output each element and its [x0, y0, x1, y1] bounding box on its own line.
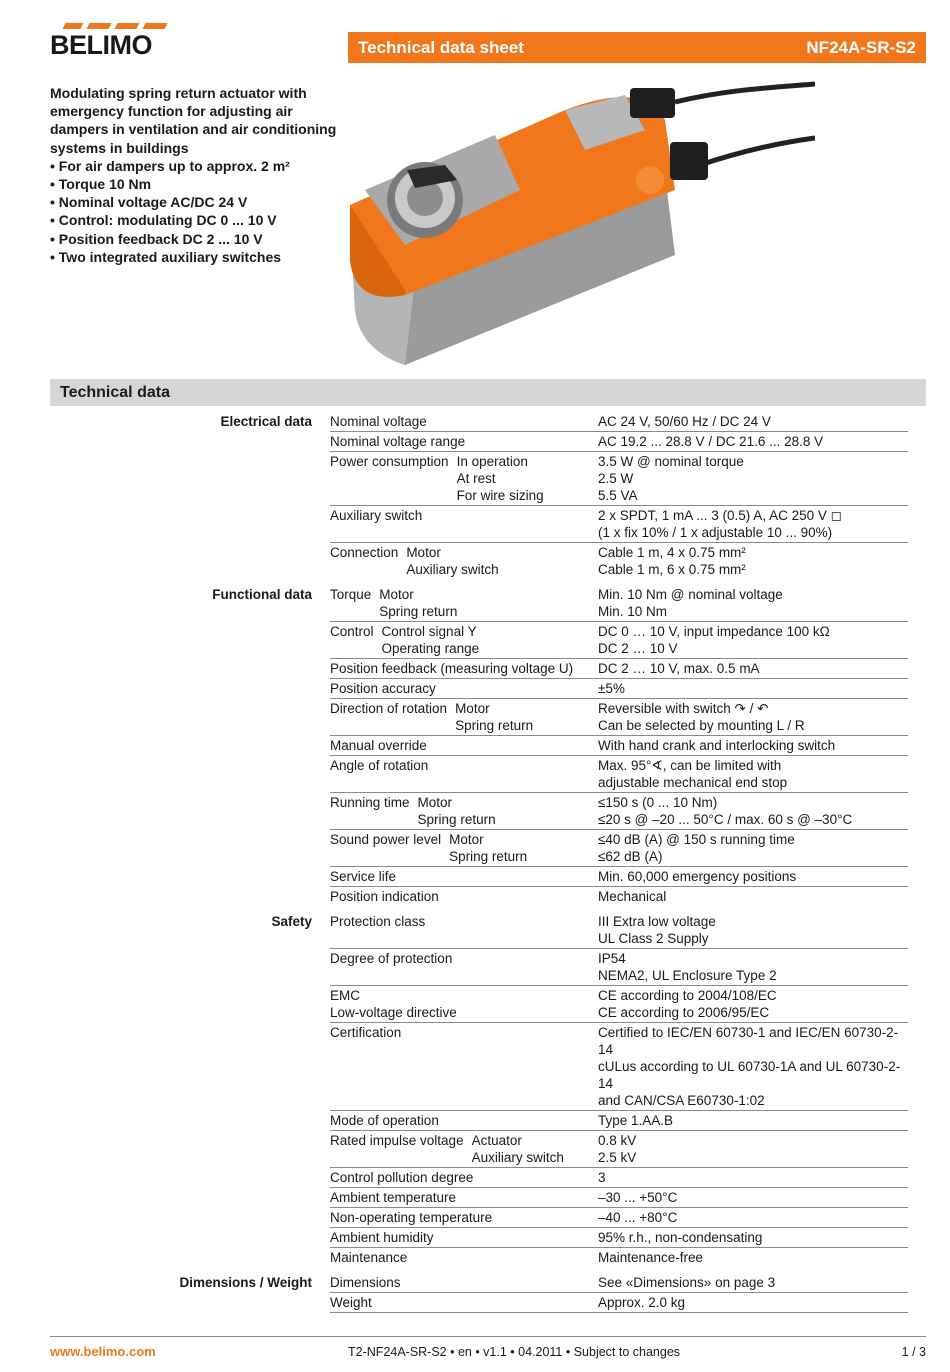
spec-value: AC 19.2 ... 28.8 V / DC 21.6 ... 28.8 V — [598, 434, 824, 449]
spec-value: DC 0 … 10 V, input impedance 100 kΩ — [598, 624, 830, 639]
spec-value: 2 x SPDT, 1 mA ... 3 (0.5) A, AC 250 V ◻ — [598, 508, 842, 523]
spec-name: Certification — [330, 1025, 402, 1040]
spec-subname: Spring return — [449, 849, 528, 864]
spec-group-label: Functional data — [212, 587, 312, 602]
spec-row — [330, 736, 908, 756]
spec-value: CE according to 2006/95/EC — [598, 1005, 770, 1020]
spec-value: DC 2 … 10 V, max. 0.5 mA — [598, 661, 760, 676]
spec-group-label: Dimensions / Weight — [179, 1275, 312, 1290]
spec-name: Mode of operation — [330, 1113, 439, 1128]
spec-name: Angle of rotation — [330, 758, 429, 773]
spec-subname: Motor — [406, 545, 441, 560]
document-title: Technical data sheet — [358, 38, 524, 57]
spec-value: –30 ... +50°C — [598, 1190, 678, 1205]
spec-value-cell — [598, 433, 908, 450]
logo-text: BELIMO — [50, 30, 152, 60]
header-bar — [348, 32, 926, 63]
spec-value: Min. 10 Nm — [598, 604, 668, 619]
spec-group-label: Electrical data — [220, 414, 312, 429]
spec-value: 2.5 kV — [598, 1150, 637, 1165]
spec-row — [330, 506, 908, 543]
spec-row — [330, 1188, 908, 1208]
spec-value-cell — [598, 737, 908, 754]
spec-value-cell — [598, 757, 908, 791]
product-description: Modulating spring return actuator with emergency function for adjusting air dampers in ventilation and air conditioning systems in buildings — [50, 85, 337, 156]
spec-value: 3.5 W @ nominal torque — [598, 454, 744, 469]
spec-row — [330, 1023, 908, 1111]
spec-name: Torque — [330, 587, 372, 602]
spec-value-cell — [598, 623, 908, 657]
spec-row — [330, 412, 908, 432]
spec-name: Rated impulse voltage — [330, 1133, 464, 1148]
spec-value-cell — [598, 1169, 908, 1186]
spec-group — [50, 1273, 926, 1313]
spec-value: Type 1.AA.B — [598, 1113, 674, 1128]
spec-value-cell — [598, 1294, 908, 1311]
feature-item: • Control: modulating DC 0 ... 10 V — [50, 211, 340, 229]
spec-name-cell — [330, 757, 598, 791]
spec-row — [330, 1168, 908, 1188]
spec-value-cell — [598, 700, 908, 734]
spec-row — [330, 867, 908, 887]
spec-name: Dimensions — [330, 1275, 401, 1290]
spec-value-cell — [598, 831, 908, 865]
page-number: 1 / 3 — [901, 1345, 926, 1359]
document-reference: T2-NF24A-SR-S2 • en • v1.1 • 04.2011 • Subject to changes — [348, 1345, 681, 1359]
spec-name: Low-voltage directive — [330, 1005, 457, 1020]
spec-value: ±5% — [598, 681, 625, 696]
spec-name: Nominal voltage range — [330, 434, 466, 449]
feature-item: • Position feedback DC 2 ... 10 V — [50, 230, 340, 248]
spec-value: With hand crank and interlocking switch — [598, 738, 836, 753]
spec-name: Position feedback (measuring voltage U) — [330, 661, 574, 676]
feature-item: • Two integrated auxiliary switches — [50, 248, 340, 266]
feature-item: • For air dampers up to approx. 2 m² — [50, 157, 340, 175]
spec-name-cell — [330, 453, 598, 504]
website-link[interactable]: www.belimo.com — [50, 1344, 156, 1359]
spec-value: 0.8 kV — [598, 1133, 637, 1148]
spec-row — [330, 585, 908, 622]
spec-value: IP54 — [598, 951, 626, 966]
spec-value: Cable 1 m, 6 x 0.75 mm² — [598, 562, 746, 577]
technical-data-table — [50, 412, 926, 1313]
spec-value: ≤62 dB (A) — [598, 849, 663, 864]
spec-value-cell — [598, 507, 908, 541]
spec-name: Control — [330, 624, 374, 639]
spec-row — [330, 887, 908, 906]
spec-name: Nominal voltage — [330, 414, 427, 429]
spec-value: Mechanical — [598, 889, 667, 904]
spec-value-cell — [598, 544, 908, 578]
spec-row — [330, 452, 908, 506]
spec-name: Ambient temperature — [330, 1190, 457, 1205]
spec-name-cell — [330, 831, 598, 865]
spec-value-cell — [598, 1132, 908, 1166]
spec-value-cell — [598, 586, 908, 620]
technical-data-section-header — [50, 379, 926, 406]
spec-value: NEMA2, UL Enclosure Type 2 — [598, 968, 777, 983]
spec-value-cell — [598, 1189, 908, 1206]
spec-name-cell — [330, 913, 598, 947]
spec-value-cell — [598, 1274, 908, 1291]
spec-name: Control pollution degree — [330, 1170, 474, 1185]
spec-value-cell — [598, 413, 908, 430]
spec-value: ≤20 s @ –20 ... 50°C / max. 60 s @ –30°C — [598, 812, 853, 827]
spec-name-cell — [330, 700, 598, 734]
spec-name: EMC — [330, 988, 360, 1003]
spec-value: –40 ... +80°C — [598, 1210, 678, 1225]
spec-subname: For wire sizing — [456, 488, 544, 503]
spec-name: Direction of rotation — [330, 701, 448, 716]
spec-name-cell — [330, 888, 598, 905]
spec-row — [330, 679, 908, 699]
spec-name-cell — [330, 737, 598, 754]
spec-value: Min. 60,000 emergency positions — [598, 869, 797, 884]
spec-row — [330, 1293, 908, 1313]
spec-subname: Control signal Y — [381, 624, 477, 639]
spec-row — [330, 1111, 908, 1131]
spec-value-cell — [598, 1249, 908, 1266]
spec-row — [330, 1228, 908, 1248]
spec-name: Position accuracy — [330, 681, 436, 696]
spec-name-cell — [330, 868, 598, 885]
section-title: Technical data — [60, 384, 170, 401]
spec-value: Reversible with switch ↷ / ↶ — [598, 701, 769, 716]
spec-value: AC 24 V, 50/60 Hz / DC 24 V — [598, 414, 771, 429]
spec-value: (1 x fix 10% / 1 x adjustable 10 ... 90%) — [598, 525, 833, 540]
spec-subname: Spring return — [455, 718, 534, 733]
spec-name: Maintenance — [330, 1250, 408, 1265]
spec-value-cell — [598, 680, 908, 697]
spec-name-cell — [330, 413, 598, 430]
spec-name: Sound power level — [330, 832, 442, 847]
spec-name-cell — [330, 987, 598, 1021]
spec-name-cell — [330, 1189, 598, 1206]
actuator-product-image — [345, 80, 815, 375]
spec-value: 2.5 W — [598, 471, 634, 486]
spec-value: 3 — [598, 1170, 606, 1185]
spec-subname: Motor — [417, 795, 453, 810]
spec-value: ≤150 s (0 ... 10 Nm) — [598, 795, 718, 810]
spec-name-cell — [330, 623, 598, 657]
spec-name: Manual override — [330, 738, 427, 753]
spec-name-cell — [330, 433, 598, 450]
feature-item: • Torque 10 Nm — [50, 175, 340, 193]
spec-name-cell — [330, 1024, 598, 1109]
spec-subname: Auxiliary switch — [471, 1150, 564, 1165]
spec-value-cell — [598, 1229, 908, 1246]
spec-subname: At rest — [456, 471, 496, 486]
spec-value-cell — [598, 913, 908, 947]
spec-value: Cable 1 m, 4 x 0.75 mm² — [598, 545, 746, 560]
spec-name: Non-operating temperature — [330, 1210, 493, 1225]
spec-name: Service life — [330, 869, 397, 884]
spec-subname: Motor — [379, 587, 414, 602]
spec-row — [330, 622, 908, 659]
spec-name: Auxiliary switch — [330, 508, 423, 523]
spec-name-cell — [330, 1229, 598, 1246]
spec-name-cell — [330, 950, 598, 984]
spec-subname: Operating range — [381, 641, 480, 656]
spec-value: 5.5 VA — [598, 488, 638, 503]
spec-subname: Motor — [455, 701, 490, 716]
spec-name-cell — [330, 680, 598, 697]
spec-row — [330, 432, 908, 452]
spec-row — [330, 1131, 908, 1168]
spec-value: Can be selected by mounting L / R — [598, 718, 805, 733]
spec-row — [330, 699, 908, 736]
spec-subname: Auxiliary switch — [406, 562, 499, 577]
spec-row — [330, 912, 908, 949]
footer-divider — [50, 1336, 926, 1337]
spec-value: and CAN/CSA E60730-1:02 — [598, 1093, 765, 1108]
spec-value: DC 2 … 10 V — [598, 641, 678, 656]
spec-value: 95% r.h., non-condensating — [598, 1230, 763, 1245]
spec-name-cell — [330, 1249, 598, 1266]
belimo-logo — [50, 14, 172, 64]
spec-value: CE according to 2004/108/EC — [598, 988, 777, 1003]
spec-value-cell — [598, 950, 908, 984]
spec-subname: Actuator — [471, 1133, 522, 1148]
spec-row — [330, 830, 908, 867]
spec-name: Degree of protection — [330, 951, 453, 966]
spec-value-cell — [598, 453, 908, 504]
spec-name: Protection class — [330, 914, 426, 929]
spec-value-cell — [598, 868, 908, 885]
spec-name-cell — [330, 1274, 598, 1291]
spec-name-cell — [330, 1112, 598, 1129]
spec-name-cell — [330, 1209, 598, 1226]
spec-name-cell — [330, 544, 598, 578]
spec-value: UL Class 2 Supply — [598, 931, 709, 946]
spec-value-cell — [598, 1112, 908, 1129]
spec-value-cell — [598, 987, 908, 1021]
spec-name-cell — [330, 1132, 598, 1166]
spec-value-cell — [598, 660, 908, 677]
product-intro — [50, 84, 340, 266]
spec-name: Weight — [330, 1295, 372, 1310]
spec-name: Connection — [330, 545, 399, 560]
spec-row — [330, 986, 908, 1023]
spec-name: Ambient humidity — [330, 1230, 434, 1245]
spec-value-cell — [598, 888, 908, 905]
spec-name-cell — [330, 1169, 598, 1186]
spec-group — [50, 912, 926, 1267]
spec-group — [50, 412, 926, 579]
spec-row — [330, 543, 908, 579]
spec-value: Max. 95°∢, can be limited with — [598, 758, 782, 773]
spec-name-cell — [330, 1294, 598, 1311]
spec-subname: Motor — [449, 832, 484, 847]
spec-name-cell — [330, 507, 598, 541]
spec-value: Certified to IEC/EN 60730-1 and IEC/EN 60730-2-14 — [598, 1025, 899, 1057]
spec-value: See «Dimensions» on page 3 — [598, 1275, 776, 1290]
spec-value: III Extra low voltage — [598, 914, 716, 929]
spec-value-cell — [598, 794, 908, 828]
spec-row — [330, 1248, 908, 1267]
spec-row — [330, 1273, 908, 1293]
spec-value: Min. 10 Nm @ nominal voltage — [598, 587, 783, 602]
spec-value: Maintenance-free — [598, 1250, 704, 1265]
spec-value: cULus according to UL 60730-1A and UL 60730-2-14 — [598, 1059, 901, 1091]
spec-value-cell — [598, 1024, 908, 1109]
spec-row — [330, 949, 908, 986]
spec-name: Running time — [330, 795, 410, 810]
spec-row — [330, 793, 908, 830]
spec-name: Position indication — [330, 889, 439, 904]
spec-name: Power consumption — [330, 454, 449, 469]
spec-row — [330, 1208, 908, 1228]
spec-group-label: Safety — [271, 914, 312, 929]
spec-row — [330, 756, 908, 793]
spec-name-cell — [330, 794, 598, 828]
spec-subname: Spring return — [379, 604, 458, 619]
spec-value: Approx. 2.0 kg — [598, 1295, 686, 1310]
spec-subname: In operation — [456, 454, 528, 469]
spec-group — [50, 585, 926, 906]
feature-list — [50, 157, 340, 266]
spec-value: adjustable mechanical end stop — [598, 775, 788, 790]
spec-value-cell — [598, 1209, 908, 1226]
spec-name-cell — [330, 660, 598, 677]
model-number: NF24A-SR-S2 — [806, 38, 916, 57]
spec-subname: Spring return — [417, 812, 496, 827]
feature-item: • Nominal voltage AC/DC 24 V — [50, 193, 340, 211]
spec-name-cell — [330, 586, 598, 620]
spec-row — [330, 659, 908, 679]
spec-value: ≤40 dB (A) @ 150 s running time — [598, 832, 795, 847]
